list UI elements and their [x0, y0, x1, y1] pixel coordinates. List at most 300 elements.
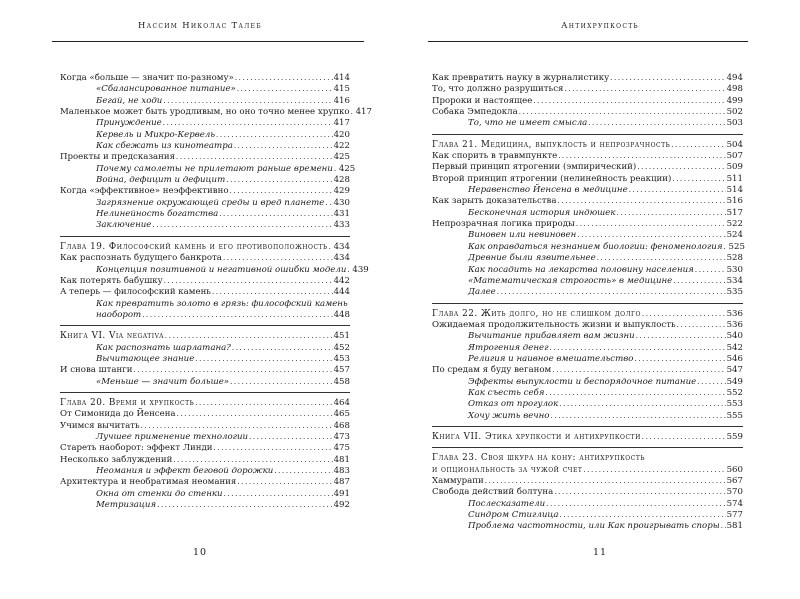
toc-page-number: 511	[726, 173, 743, 184]
dot-leader	[152, 220, 332, 231]
toc-page-number: 442	[333, 275, 350, 286]
toc-entry	[60, 477, 350, 488]
toc-entry-title: Несколько заблуждений	[60, 454, 173, 465]
toc-entry-title: Неомания и эффект беговой дорожки	[96, 466, 274, 476]
toc-page-number: 492	[333, 500, 350, 511]
toc-page-number: 542	[726, 342, 743, 353]
dot-leader	[230, 186, 333, 197]
toc-subentry	[60, 141, 350, 152]
toc-page-number: 534	[726, 275, 743, 286]
toc-entry	[432, 219, 743, 230]
dot-leader	[325, 198, 332, 209]
section-divider	[432, 447, 743, 448]
toc-entry-title: Принуждение	[96, 118, 162, 129]
dot-leader	[549, 343, 725, 354]
toc-page-number: 430	[333, 197, 350, 208]
dot-leader	[545, 388, 725, 399]
toc-entry-title: Эффекты выпуклости и беспорядочное питание	[468, 376, 697, 387]
running-head-author: Нассим Николас Талеб	[138, 20, 262, 30]
dot-leader	[577, 230, 725, 241]
toc-chapter	[60, 398, 350, 409]
toc-page-number: 514	[726, 185, 743, 196]
toc-page-number: 498	[726, 84, 743, 95]
toc-chapter	[60, 242, 350, 253]
section-divider	[432, 134, 743, 135]
table-of-contents-right	[432, 73, 743, 533]
toc-entry-title: Когда «эффективное» неэффективно	[60, 186, 229, 197]
table-of-contents-left	[60, 73, 372, 511]
toc-entry	[432, 162, 743, 173]
toc-page-number: 464	[333, 397, 350, 408]
dot-leader	[163, 118, 333, 129]
toc-subentry	[432, 388, 743, 399]
toc-entry	[60, 276, 350, 287]
toc-entry-title: Глава 19. Философский камень и его противоположность	[60, 241, 328, 252]
dot-leader	[634, 354, 725, 365]
toc-entry	[60, 186, 350, 197]
toc-entry-title: Когда «больше — значит по-разному»	[60, 73, 234, 83]
toc-page-number: 525	[728, 241, 745, 252]
dot-leader	[677, 320, 726, 331]
toc-page-number: 503	[726, 118, 743, 129]
toc-page-number: 475	[333, 443, 350, 454]
toc-page-number: 528	[726, 253, 743, 264]
dot-leader	[237, 477, 332, 488]
toc-entry-title: «Математическая строгость» в медицине	[468, 275, 673, 286]
toc-subentry	[432, 510, 743, 521]
dot-leader	[552, 365, 725, 376]
toc-entry-title: Религия и наивное вмешательство	[468, 353, 634, 364]
toc-page-number: 458	[333, 376, 350, 387]
toc-entry-title: Вычитающее знание	[96, 353, 195, 364]
toc-entry	[432, 320, 743, 331]
toc-page-number: 452	[333, 342, 350, 353]
dot-leader	[671, 140, 725, 151]
toc-chapter	[432, 309, 743, 320]
toc-entry-title: Непрозрачная логика природы	[432, 219, 575, 230]
dot-leader	[533, 96, 725, 107]
toc-subentry	[60, 175, 350, 186]
dot-leader	[195, 398, 332, 409]
section-divider	[432, 426, 743, 427]
toc-entry-title: Как превратить науку в журналистику	[432, 73, 610, 83]
toc-entry	[432, 487, 743, 498]
toc-entry-title: Окна от стенки до стенки	[96, 488, 223, 499]
toc-page-number: 549	[726, 376, 743, 387]
toc-subentry	[432, 185, 743, 196]
toc-entry-title: То, что должно разрушиться	[432, 84, 564, 95]
dot-leader	[237, 84, 333, 95]
toc-page-number: 494	[726, 73, 743, 83]
dot-leader	[583, 465, 725, 476]
header-rule	[428, 41, 748, 42]
toc-subentry	[60, 489, 350, 500]
toc-page-number: 560	[726, 464, 743, 475]
toc-entry	[432, 151, 743, 162]
toc-page-number: 535	[726, 287, 743, 298]
toc-subentry	[60, 220, 350, 231]
toc-subentry	[60, 264, 369, 276]
toc-page-number: 444	[333, 287, 350, 298]
toc-entry	[60, 152, 350, 163]
toc-page-number: 417	[355, 107, 372, 118]
dot-leader	[636, 331, 726, 342]
dot-leader	[519, 107, 726, 118]
section-divider	[60, 392, 350, 393]
toc-page-number: 451	[333, 331, 350, 342]
dot-leader	[597, 253, 726, 264]
toc-page-number: 555	[726, 410, 743, 421]
dot-leader	[157, 500, 332, 511]
toc-page-number: 439	[352, 264, 369, 275]
toc-entry	[60, 253, 350, 264]
toc-entry-title: Маленькое может быть уродливым, но оно точно менее хрупко	[60, 107, 350, 118]
toc-subentry	[432, 242, 743, 253]
toc-page-number: 420	[333, 129, 350, 140]
toc-page-number: 433	[333, 220, 350, 231]
dot-leader	[176, 152, 333, 163]
toc-page-number: 522	[726, 219, 743, 230]
toc-entry-title: Ожидаемая продолжительность жизни и выпуклость	[432, 319, 676, 330]
toc-entry-title: Глава 21. Медицина, выпуклость и непрозрачность	[432, 139, 671, 150]
dot-leader	[697, 377, 725, 388]
toc-page-number: 487	[333, 477, 350, 488]
toc-page-number: 502	[726, 107, 743, 118]
toc-page-number: 540	[726, 331, 743, 342]
toc-subentry	[60, 130, 350, 141]
toc-entry-title: Загрязнение окружающей среды и вред планете	[96, 197, 325, 208]
toc-subentry	[60, 500, 350, 511]
toc-entry	[432, 476, 743, 487]
toc-entry-title: Заключение	[96, 220, 152, 231]
dot-leader	[559, 510, 725, 521]
dot-leader	[230, 377, 333, 388]
toc-page-number: 453	[333, 353, 350, 364]
dot-leader	[497, 287, 726, 298]
toc-entry-title: Книга VI. Via negativa	[60, 331, 164, 342]
toc-entry	[60, 73, 350, 84]
toc-entry-title: Древние были язвительнее	[468, 253, 596, 264]
toc-entry-title: А теперь — философский камень	[60, 287, 211, 298]
toc-page-number: 524	[726, 230, 743, 241]
toc-page-number: 507	[726, 151, 743, 162]
toc-entry-title: Отказ от прогулок	[468, 399, 559, 410]
toc-entry-title: Виновен или невиновен	[468, 230, 577, 241]
toc-entry-title: Как посадить на лекарства половину населения	[468, 264, 694, 275]
toc-subentry	[60, 118, 350, 129]
toc-entry-title: И снова штанги	[60, 365, 133, 376]
toc-entry-title: Метризация	[96, 500, 157, 511]
toc-entry-title: наоборот	[96, 309, 142, 320]
toc-page-number: 468	[333, 420, 350, 431]
dot-leader	[642, 309, 726, 320]
toc-entry-title: Учимся вычитать	[60, 420, 140, 431]
toc-entry-title: Как зарыть доказательства	[432, 196, 557, 207]
toc-entry-title: Глава 22. Жить долго, но не слишком долго	[432, 308, 641, 319]
toc-entry-title: Синдром Стиглица	[468, 510, 559, 521]
toc-page-number: 425	[338, 163, 356, 174]
toc-subentry	[432, 331, 743, 342]
dot-leader	[559, 399, 725, 410]
toc-subentry	[432, 343, 743, 354]
dot-leader	[232, 343, 333, 354]
toc-page-number: 570	[726, 487, 743, 498]
toc-subentry	[60, 96, 350, 107]
toc-entry-title: Как сбежать из кинотеатра	[96, 141, 233, 152]
toc-entry-title: Хаммурапи	[432, 476, 484, 486]
toc-entry	[432, 84, 743, 95]
toc-page-number: 536	[726, 319, 743, 330]
toc-subentry	[432, 230, 743, 241]
toc-page-number: 530	[726, 264, 743, 275]
toc-page-number: 417	[333, 118, 350, 129]
toc-entry	[60, 421, 350, 432]
dot-leader	[629, 185, 726, 196]
toc-page-number: 465	[333, 409, 350, 420]
dot-leader	[163, 96, 332, 107]
toc-page-number: 483	[333, 466, 350, 476]
toc-entry-title: Собака Эмпедокла	[432, 107, 518, 118]
dot-leader	[554, 487, 725, 498]
toc-page-number: 414	[333, 73, 350, 83]
toc-entry-title: Вычитание прибавляет вам жизни	[468, 331, 635, 342]
toc-entry	[60, 365, 350, 376]
toc-page-number: 416	[333, 95, 350, 106]
toc-subentry	[432, 253, 743, 264]
dot-leader	[672, 174, 725, 185]
dot-leader	[274, 466, 332, 477]
dot-leader	[724, 242, 728, 253]
toc-entry-title: Ятрогения денег	[468, 342, 549, 353]
toc-page-number: 536	[726, 308, 743, 319]
toc-page-number: 553	[726, 399, 743, 410]
dot-leader	[558, 151, 725, 162]
toc-subentry	[60, 163, 356, 175]
toc-entry-title: Архитектура и необратимая неомания	[60, 477, 237, 488]
toc-page-number: 559	[726, 431, 743, 442]
toc-entry-title: Как распознать шарлатана?	[96, 342, 231, 353]
toc-page-number: 448	[333, 309, 350, 320]
page-number: 11	[592, 547, 608, 558]
toc-page-number: 546	[726, 353, 743, 364]
dot-leader	[564, 84, 725, 95]
toc-page-number: 415	[333, 84, 350, 95]
toc-entry-title: Война, дефицит и дефицит	[96, 175, 226, 186]
dot-leader	[588, 118, 725, 129]
dot-leader	[551, 411, 726, 422]
dot-leader	[610, 73, 725, 84]
running-head-title: Антихрупкость	[561, 20, 639, 30]
section-divider	[60, 325, 350, 326]
toc-entry-title: Глава 20. Время и хрупкость	[60, 397, 195, 408]
dot-leader	[226, 175, 332, 186]
toc-entry-title: Пророки и настоящее	[432, 95, 533, 106]
toc-chapter	[60, 331, 350, 342]
toc-page-number: 425	[333, 152, 350, 163]
toc-entry	[432, 174, 743, 185]
toc-subentry	[432, 118, 743, 129]
toc-subentry	[60, 84, 350, 95]
toc-page-number: 481	[333, 454, 350, 465]
dot-leader	[223, 253, 333, 264]
dot-leader	[721, 521, 726, 532]
toc-page-number: 509	[726, 162, 743, 173]
dot-leader	[334, 164, 338, 175]
toc-entry	[60, 443, 350, 454]
dot-leader	[177, 409, 333, 420]
dot-leader	[141, 421, 333, 432]
toc-entry-title: Бесконечная история индюшек	[468, 207, 616, 218]
dot-leader	[637, 162, 725, 173]
toc-subentry	[60, 432, 350, 443]
toc-entry-title: Проблема частотности, или Как проигрывать споры	[468, 521, 720, 532]
toc-subentry	[432, 399, 743, 410]
toc-entry	[432, 365, 743, 376]
toc-page-number: 457	[333, 365, 350, 376]
toc-page-number: 431	[333, 209, 350, 220]
toc-page-number: 422	[333, 141, 350, 152]
dot-leader	[216, 130, 333, 141]
section-divider	[432, 303, 743, 304]
toc-entry-title: Бегай, не ходи	[96, 95, 163, 106]
toc-page-number: 434	[333, 253, 350, 264]
toc-page-number: 581	[726, 521, 743, 532]
toc-entry-title: Как съесть себя	[468, 387, 545, 398]
toc-subentry	[432, 411, 743, 422]
toc-page-number: 577	[726, 510, 743, 521]
toc-page-number: 491	[333, 488, 350, 499]
toc-chapter	[432, 432, 743, 443]
toc-entry-title: Проекты и предсказания	[60, 152, 176, 163]
dot-leader	[165, 331, 333, 342]
dot-leader	[642, 432, 726, 443]
dot-leader	[347, 265, 351, 276]
dot-leader	[485, 476, 726, 487]
toc-entry-title: Стареть наоборот: эффект Линди	[60, 443, 213, 454]
toc-entry-title: Хочу жить вечно	[468, 410, 550, 421]
dot-leader	[617, 208, 726, 219]
dot-leader	[329, 242, 333, 253]
toc-entry	[432, 107, 743, 118]
dot-leader	[673, 276, 725, 287]
toc-page-number: 499	[726, 95, 743, 106]
dot-leader	[546, 499, 725, 510]
toc-entry-title: и опциональность за чужой счет	[432, 464, 583, 475]
toc-entry-title: «Сбалансированное питание»	[96, 84, 236, 95]
toc-subentry	[432, 287, 743, 298]
dot-leader	[133, 365, 332, 376]
toc-page-number: 567	[726, 476, 743, 486]
section-divider	[60, 236, 350, 237]
toc-entry	[432, 73, 743, 84]
toc-entry-title: Как оправдаться незнанием биологии: феноменология	[468, 241, 723, 252]
toc-entry	[60, 107, 372, 118]
toc-entry-title: Послесказатели	[468, 498, 546, 509]
toc-entry-title: Как потерять бабушку	[60, 275, 163, 286]
toc-subentry	[432, 265, 743, 276]
toc-entry	[432, 196, 743, 207]
toc-subentry	[60, 354, 350, 365]
toc-subentry	[432, 377, 743, 388]
toc-page-number: 574	[726, 498, 743, 509]
toc-entry-title: Как распознать будущего банкрота	[60, 253, 222, 264]
toc-entry	[60, 287, 350, 298]
toc-entry-title: Кервель и Микро-Кервель	[96, 129, 215, 140]
toc-subentry	[60, 377, 350, 388]
dot-leader	[219, 209, 332, 220]
dot-leader	[695, 265, 726, 276]
toc-entry-title: По средам я буду веганом	[432, 365, 552, 376]
dot-leader	[164, 276, 333, 287]
dot-leader	[235, 73, 333, 84]
toc-entry-title: Первый принцип ятрогении (эмпирический)	[432, 162, 637, 173]
toc-subentry	[60, 343, 350, 354]
dot-leader	[557, 196, 725, 207]
dot-leader	[214, 443, 333, 454]
dot-leader	[351, 107, 355, 118]
dot-leader	[224, 489, 333, 500]
dot-leader	[142, 310, 332, 321]
toc-entry	[60, 409, 350, 420]
toc-subentry	[60, 209, 350, 220]
toc-entry-title: От Симонида до Йенсена	[60, 409, 176, 420]
toc-subentry	[432, 521, 743, 532]
toc-page-number: 428	[333, 175, 350, 186]
right-page	[400, 0, 800, 599]
toc-page-number: 516	[726, 196, 743, 207]
toc-chapter-title: Глава 23. Своя шкура на кону: антихрупкость	[432, 453, 645, 464]
toc-entry-title: Почему самолеты не прилетают раньше времени	[96, 163, 333, 174]
toc-subentry	[60, 466, 350, 477]
page-number: 10	[192, 547, 208, 558]
toc-entry-title: Свобода действий болтуна	[432, 487, 554, 498]
toc-page-number: 504	[726, 139, 743, 150]
toc-chapter	[432, 465, 743, 476]
toc-page-number: 547	[726, 365, 743, 376]
dot-leader	[212, 287, 333, 298]
toc-subentry	[432, 499, 743, 510]
dot-leader	[249, 432, 333, 443]
toc-page-number: 473	[333, 431, 350, 442]
toc-chapter	[432, 140, 743, 151]
toc-entry-title: То, что не имеет смысла	[468, 118, 588, 129]
dot-leader	[173, 455, 332, 466]
toc-entry-title: «Меньше — значит больше»	[96, 376, 230, 387]
toc-subentry	[432, 354, 743, 365]
toc-entry-title: Далее	[468, 287, 496, 298]
toc-entry-title: Как спорить в травмпункте	[432, 151, 558, 162]
header-rule	[52, 41, 364, 42]
toc-page-number: 552	[726, 387, 743, 398]
toc-page-number: 434	[333, 241, 350, 252]
dot-leader	[576, 219, 726, 230]
toc-subentry-title: Как превратить золото в грязь: философский камень	[96, 298, 348, 309]
toc-entry	[432, 96, 743, 107]
toc-entry-title: Второй принцип ятрогении (нелинейность реакции)	[432, 173, 672, 184]
toc-subentry	[432, 208, 743, 219]
toc-page-number: 429	[333, 186, 350, 197]
toc-subentry	[60, 310, 350, 321]
toc-entry	[60, 455, 350, 466]
toc-subentry	[432, 276, 743, 287]
toc-entry-title: Неравенство Йенсена в медицине	[468, 185, 628, 196]
toc-subentry	[60, 198, 350, 209]
toc-page-number: 517	[726, 207, 743, 218]
dot-leader	[195, 354, 332, 365]
toc-entry-title: Нелинейность богатства	[96, 209, 219, 220]
toc-entry-title: Лучшее применение технологии	[96, 431, 249, 442]
dot-leader	[234, 141, 333, 152]
